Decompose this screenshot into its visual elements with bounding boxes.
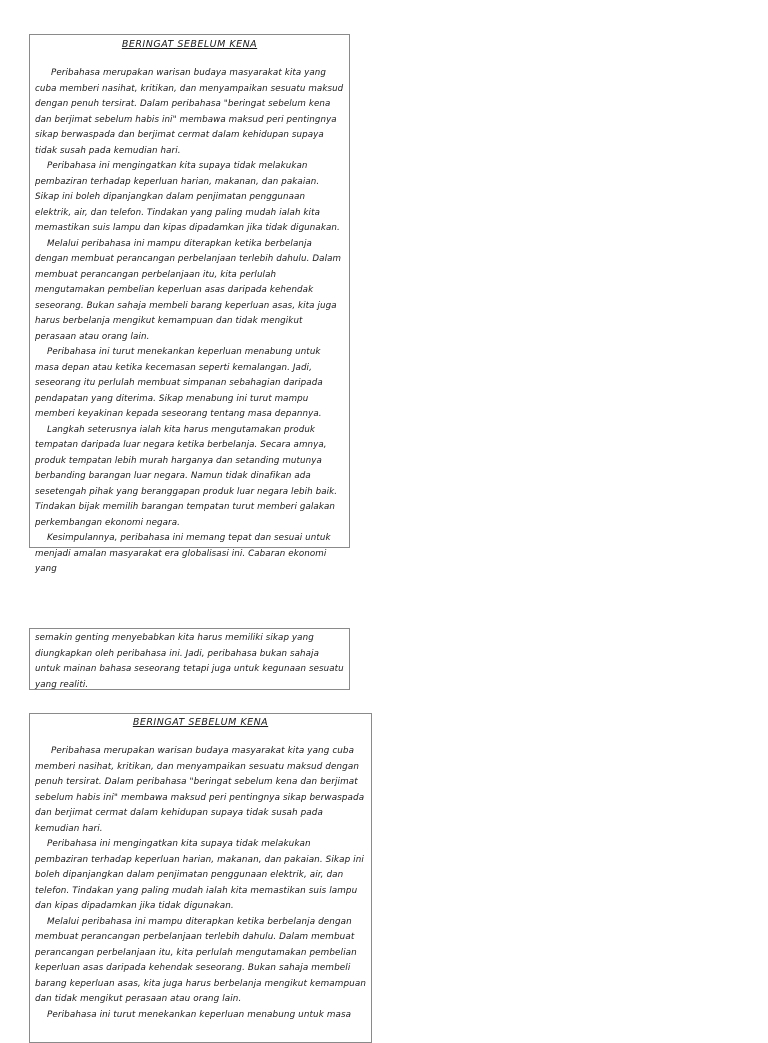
document-page-3 (29, 713, 372, 1043)
paragraph-3: Melalui peribahasa ini mampu diterapkan ketika berbelanja dengan membuat perancangan perbelanjaan terlebih dahulu. Dalam membuat perancangan perbelanjaan itu, kita perlulah mengutamakan pembelian keperluan asas daripada kehendak seseorang. Bukan sahaja membeli barang keperluan asas, kita juga harus berbelanja mengikut kemampuan dan tidak mengikut perasaan atau orang lain. (35, 238, 342, 342)
paragraph-5: Langkah seterusnya ialah kita harus mengutamakan produk tempatan daripada luar negara ketika berbelanja. Secara amnya, produk tempatan lebih murah harganya dan setanding mutunya berbanding barangan luar negara. Namun tidak dinafikan ada sesetengah pihak yang beranggapan produk luar negara lebih baik. Tindakan bijak memilih barangan tempatan turut memberi galakan perkembangan ekonomi negara. (35, 424, 338, 528)
paragraph-continuation: semakin genting menyebabkan kita harus memiliki sikap yang diungkapkan oleh peribahasa ini. Jadi, peribahasa bukan sahaja untuk mainan bahasa seseorang tetapi juga untuk kegunaan sesuatu yang realiti. (35, 633, 344, 690)
paragraph-4: Peribahasa ini turut menekankan keperluan menabung untuk masa (47, 1009, 352, 1020)
paragraph-2: Peribahasa ini mengingatkan kita supaya tidak melakukan pembaziran terhadap keperluan harian, makanan, dan pakaian. Sikap ini boleh dipanjangkan dalam penjimatan penggunaan elektrik, air, dan telefon. Tindakan yang paling mudah ialah kita memastikan suis lampu dan kipas dipadamkan jika tidak digunakan. (35, 839, 364, 911)
paragraph-6: Kesimpulannya, peribahasa ini memang tepat dan sesuai untuk menjadi amalan masyarakat era globalisasi ini. Cabaran ekonomi yang (35, 533, 331, 574)
paragraph-3: Melalui peribahasa ini mampu diterapkan ketika berbelanja dengan membuat perancangan perbelanjaan terlebih dahulu. Dalam membuat perancangan perbelanjaan itu, kita perlulah mengutamakan pembelian keperluan asas daripada kehendak seseorang. Bukan sahaja membeli barang keperluan asas, kita juga harus berbelanja mengikut kemampuan dan tidak mengikut perasaan atau orang lain. (35, 916, 366, 1004)
paragraph-4: Peribahasa ini turut menekankan keperluan menabung untuk masa depan atau ketika kecemasan seperti kemalangan. Jadi, seseorang itu perlulah membuat simpanan sebahagian daripada pendapatan yang diterima. Sikap menabung ini turut mampu memberi keyakinan kepada seseorang tentang masa depannya. (35, 347, 323, 419)
document-page-1 (29, 34, 350, 574)
document-title: BERINGAT SEBELUM KENA (132, 717, 269, 728)
paragraph-1: Peribahasa merupakan warisan budaya masyarakat kita yang cuba memberi nasihat, kritikan, dan menyampaikan sesuatu maksud dengan penuh tersirat. Dalam peribahasa "beringat sebelum kena dan berjimat sebelum habis ini" membawa maksud peri pentingnya sikap berwaspada dan berjimat cermat dalam kehidupan supaya tidak susah pada kemudian hari. (35, 746, 365, 834)
document-title: BERINGAT SEBELUM KENA (121, 39, 258, 50)
paragraph-1: Peribahasa merupakan warisan budaya masyarakat kita yang cuba memberi nasihat, kritikan, dan menyampaikan sesuatu maksud dengan penuh tersirat. Dalam peribahasa "beringat sebelum kena dan berjimat sebelum habis ini" membawa maksud peri pentingnya sikap berwaspada dan berjimat cermat dalam kehidupan supaya tidak susah pada kemudian hari. (35, 68, 344, 156)
paragraph-2: Peribahasa ini mengingatkan kita supaya tidak melakukan pembaziran terhadap keperluan harian, makanan, dan pakaian. Sikap ini boleh dipanjangkan dalam penjimatan penggunaan elektrik, air, dan telefon. Tindakan yang paling mudah ialah kita memastikan suis lampu dan kipas dipadamkan jika tidak digunakan. (35, 161, 340, 233)
document-page-2 (29, 628, 350, 690)
